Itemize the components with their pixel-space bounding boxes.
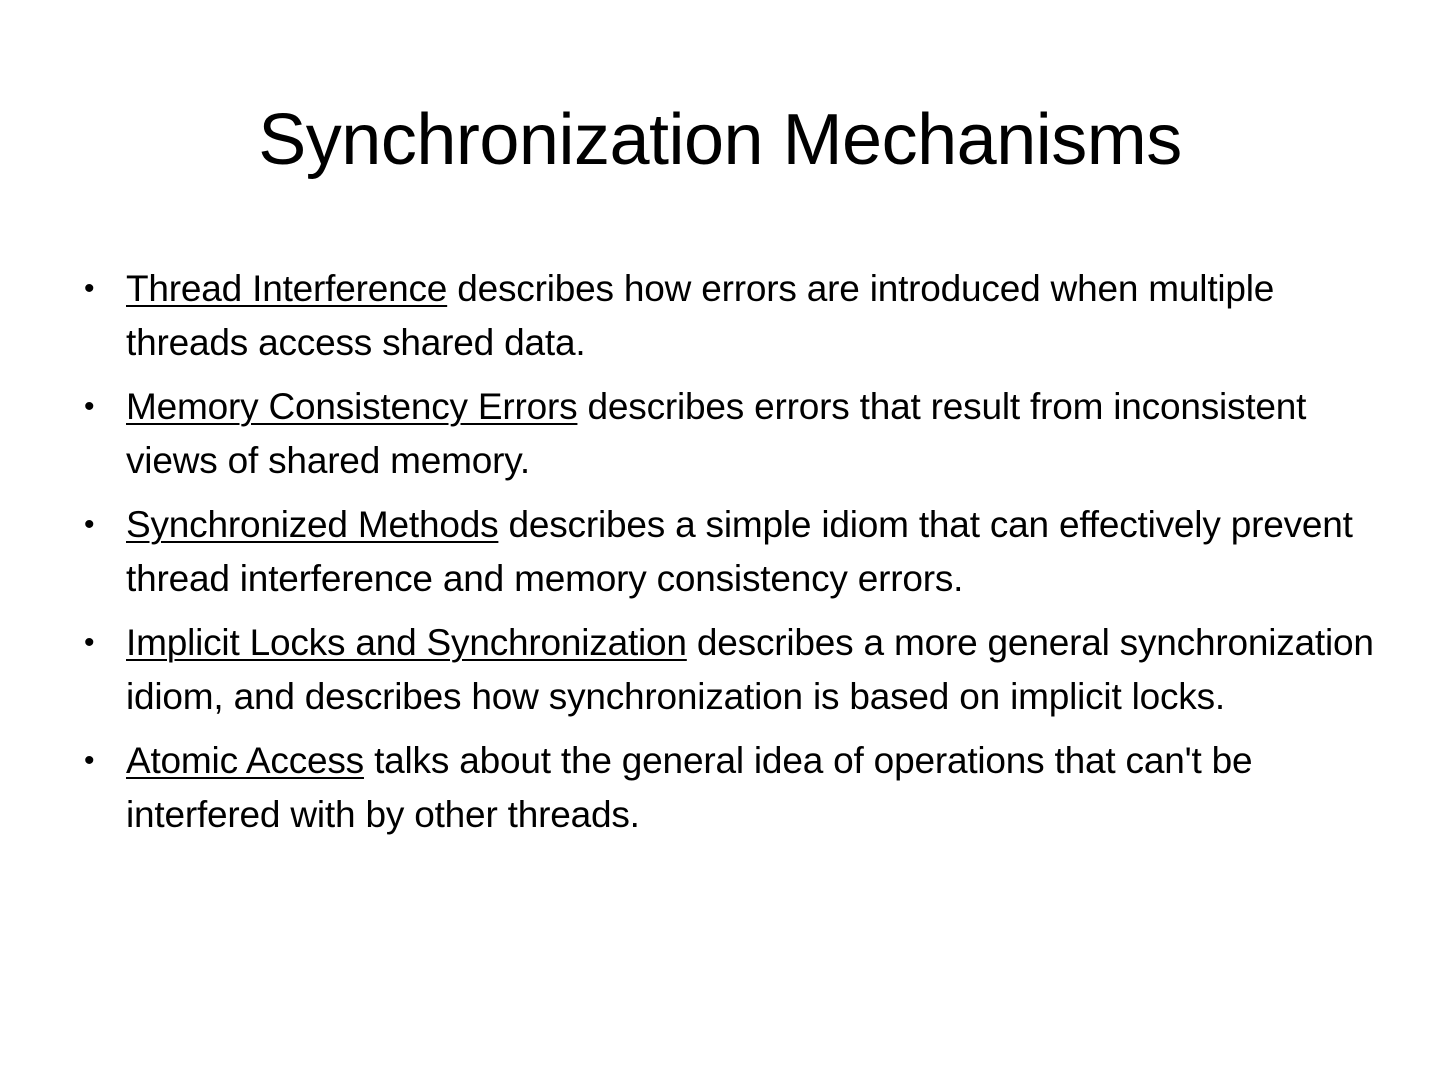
link-synchronized-methods[interactable]: Synchronized Methods [126,504,499,545]
bullet-dot-icon: • [84,744,95,777]
bullet-text: describes errors that result from inconsistent views of shared memory. [126,386,1307,481]
bullet-item-atomic-access [84,734,1374,842]
bullet-dot-icon: • [84,272,95,305]
bullet-dot-icon: • [84,390,95,423]
bullet-item-thread-interference [84,262,1374,370]
bullet-text: talks about the general idea of operations that can't be interfered with by other threads. [126,740,1253,835]
bullet-text: describes how errors are introduced when multiple threads access shared data. [126,268,1275,363]
bullet-item-implicit-locks [84,616,1374,724]
bullet-dot-icon: • [84,508,95,541]
link-atomic-access[interactable]: Atomic Access [126,740,364,781]
link-implicit-locks-and-synchronization[interactable]: Implicit Locks and Synchronization [126,622,687,663]
link-memory-consistency-errors[interactable]: Memory Consistency Errors [126,386,578,427]
bullet-text: describes a more general synchronization idiom, and describes how synchronization is based on implicit locks. [126,622,1374,717]
bullet-text: describes a simple idiom that can effectively prevent thread interference and memory consistency errors. [126,504,1353,599]
bullet-list [84,262,1374,852]
bullet-item-memory-consistency-errors [84,380,1374,488]
bullet-dot-icon: • [84,626,95,659]
slide-title: Synchronization Mechanisms [258,100,1182,180]
bullet-item-synchronized-methods [84,498,1374,606]
link-thread-interference[interactable]: Thread Interference [126,268,448,309]
